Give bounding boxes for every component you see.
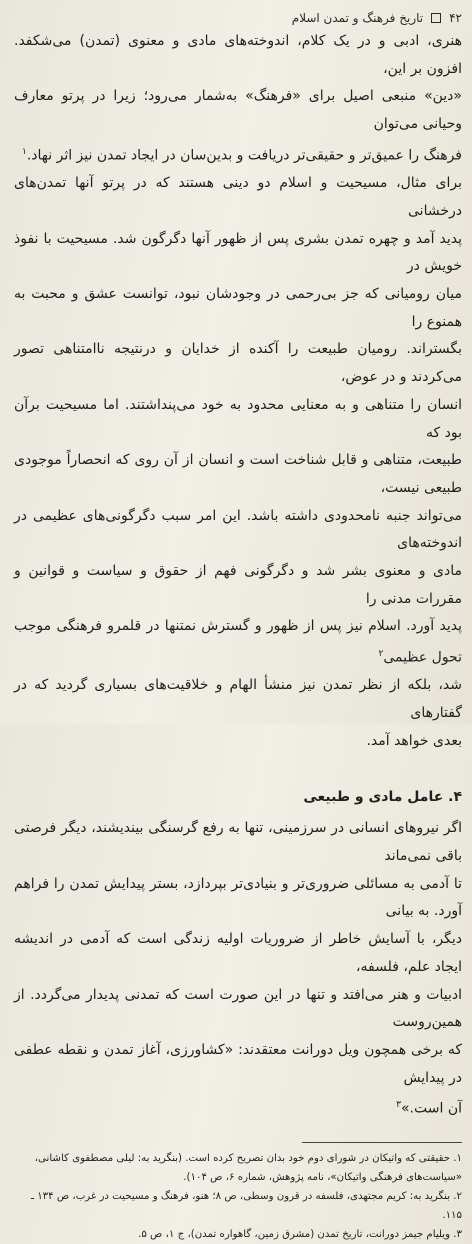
header-title: تاریخ فرهنگ و تمدن اسلام <box>291 11 424 25</box>
section-heading: ۴. عامل مادی و طبیعی <box>303 788 462 805</box>
footnote-separator <box>302 1142 462 1143</box>
p3-line: آن است.» <box>400 1100 462 1117</box>
square-bullet-icon <box>431 13 441 23</box>
p2-line: انسان را متناهی و به معنایی محدود به خود می‌پنداشتند. اما مسیحیت برآن بود که <box>14 396 462 441</box>
p2-line: برای مثال، مسیحیت و اسلام دو دینی هستند که در پرتو آنها تمدن‌های درخشانی <box>14 175 462 219</box>
p2-line: طبیعت، متناهی و قابل شناخت است و انسان از آن روی که انحصاراً موجودی طبیعی نیست، <box>14 452 462 496</box>
p2-line: پدید آمد و چهره تمدن بشری پس از ظهور آنها دگرگون شد. مسیحیت با نفوذ خویش در <box>14 230 462 275</box>
footnote-line: ۳. ویلیام جیمز دورانت، تاریخ تمدن (مشرق زمین، گاهواره تمدن)، ج ۱، ص ۵. <box>138 1228 462 1240</box>
running-header <box>14 8 462 28</box>
footnote-line: ۲. بنگرید به: کریم مجتهدی، فلسفه در قرون وسطی، ص ۸؛ هنو، فرهنگ و مسیحیت در غرب، ص ۱۳۴ ـ ۱۱۵. <box>30 1190 462 1221</box>
paragraph-1 <box>14 28 462 170</box>
footnote-line: ۱. حقیقتی که واتیکان در شورای دوم خود بدان تصریح کرده است. (بنگرید به: لیلی مصطفوی کاشانی، <box>34 1152 462 1164</box>
footnote-ref-1: ۱ <box>22 146 27 157</box>
page-number: ۴۲ <box>449 11 462 25</box>
header-title-group <box>292 11 462 25</box>
footnotes <box>14 1149 462 1244</box>
p2-line: شد، بلکه از نظر تمدن نیز منشأ الهام و خلاقیت‌های بسیاری گردید که در گفتارهای <box>14 677 462 722</box>
p1-line-2: «دین» منبعی اصیل برای «فرهنگ» به‌شمار می‌رود؛ زیرا در پرتو معارف وحیانی می‌توان <box>14 88 462 133</box>
paragraph-3 <box>14 815 462 1123</box>
paragraph-2 <box>14 170 462 755</box>
footnote-ref: ۳ <box>396 1100 401 1111</box>
p2-line: بعدی خواهد آمد. <box>366 732 462 749</box>
footnote-line: «سیاست‌های فرهنگی واتیکان»، نامه پژوهش، شماره ۶، ص ۱۰۴). <box>183 1171 462 1183</box>
book-page <box>14 8 462 1240</box>
p2-line: مادی و معنوی بشر شد و دگرگونی فهم از حقوق و سیاست و قوانین و مقررات مدنی را <box>14 563 462 607</box>
p3-line: ادبیات و هنر می‌افتد و تنها در این صورت است که تمدنی پدیدار می‌گردد. از همین‌روست <box>14 986 462 1031</box>
p1-line-1: هنری، ادبی و در یک کلام، اندوخته‌های مادی و معنوی (تمدن) می‌شکفد. افزون بر این، <box>14 33 462 77</box>
p2-line: بگستراند. رومیان طبیعت را آکنده از خدایان و درنتیجه ناامتناهی تصور می‌کردند و در عوض، <box>14 341 462 386</box>
p1-line-3: فرهنگ را عمیق‌تر و حقیقی‌تر دریافت و بدین‌سان در ایجاد تمدن نیز اثر نهاد. <box>26 147 462 164</box>
footnote-ref: ۲ <box>378 649 384 660</box>
p2-line: میان رومیانی که جز بی‌رحمی در وجودشان نبود، توانست عشق و محبت به همنوع را <box>14 285 462 330</box>
p2-line: می‌تواند جنبه نامحدودی داشته باشد. این امر سبب دگرگونی‌های عظیمی در اندوخته‌های <box>14 507 462 552</box>
body-text <box>14 28 462 1124</box>
p3-line: که برخی همچون ویل دورانت معتقدند: «کشاورزی، آغاز تمدن و نقطه عطفی در پیدایش <box>14 1041 462 1086</box>
p3-line: دیگر، با آسایش خاطر از ضروریات اولیه زندگی است که آدمی در اندیشه ایجاد علم، فلسفه، <box>14 931 462 975</box>
p2-line: پدید آورد. اسلام نیز پس از ظهور و گسترش نمتنها در قلمرو فرهنگی موجب تحول عظیمی <box>14 618 462 666</box>
p3-line: تا آدمی به مسائلی ضروری‌تر و بنیادی‌تر بپردازد، بستر پیدایش تمدن را فراهم آورد. به بیانی <box>14 875 462 920</box>
p3-line: اگر نیروهای انسانی در سرزمینی، تنها به رفع گرسنگی بیندیشند، دیگر فرصتی باقی نمی‌ماند <box>14 820 462 864</box>
